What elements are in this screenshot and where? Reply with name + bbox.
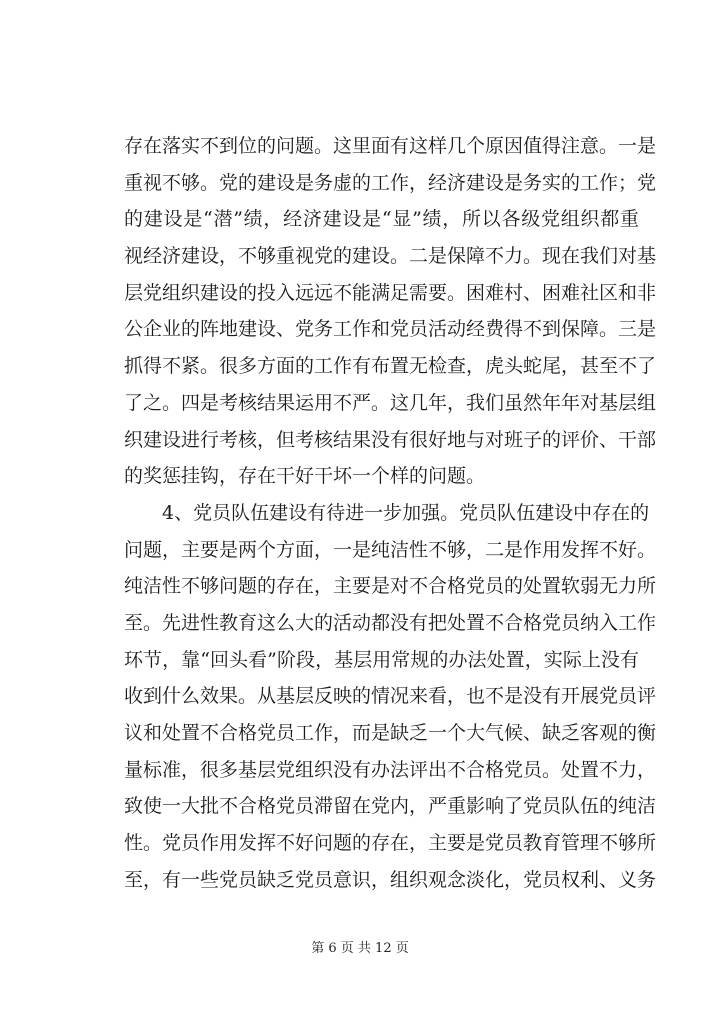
text-line: 了之。四是考核结果运用不严。这几年，我们虽然年年对基层组 xyxy=(124,391,657,414)
text-line: 收到什么效果。从基层反映的情况来看，也不是没有开展党员评 xyxy=(124,685,657,708)
text-line: 性。党员作用发挥不好问题的存在，主要是党员教育管理不够所 xyxy=(124,832,657,855)
text-line: 环节，靠“回头看”阶段，基层用常规的办法处置，实际上没有 xyxy=(124,648,639,671)
text-line: 层党组织建设的投入远远不能满足需要。困难村、困难社区和非 xyxy=(124,281,657,304)
text-line: 问题，主要是两个方面，一是纯洁性不够，二是作用发挥不好。 xyxy=(124,538,657,561)
text-line: 公企业的阵地建设、党务工作和党员活动经费得不到保障。三是 xyxy=(124,318,657,341)
text-line: 的奖惩挂钩，存在干好干坏一个样的问题。 xyxy=(124,465,486,488)
text-line: 织建设进行考核，但考核结果没有很好地与对班子的评价、干部 xyxy=(124,428,657,451)
text-line: 议和处置不合格党员工作，而是缺乏一个大气候、缺乏客观的衡 xyxy=(124,722,657,744)
text-line: 纯洁性不够问题的存在，主要是对不合格党员的处置软弱无力所 xyxy=(124,575,657,598)
body-text xyxy=(124,128,657,898)
text-line: 视经济建设，不够重视党的建设。二是保障不力。现在我们对基 xyxy=(124,245,657,268)
text-line: 抓得不紧。很多方面的工作有布置无检查，虎头蛇尾，甚至不了 xyxy=(124,355,657,378)
text-line: 存在落实不到位的问题。这里面有这样几个原因值得注意。一是 xyxy=(124,135,657,157)
page-number-footer: 第 6 页 共 12 页 xyxy=(311,941,409,956)
text-line: 重视不够。党的建设是务虚的工作，经济建设是务实的工作；党 xyxy=(124,171,657,194)
text-line: 至。先进性教育这么大的活动都没有把处置不合格党员纳入工作 xyxy=(124,611,657,634)
text-line: 至，有一些党员缺乏党员意识，组织观念淡化，党员权利、义务 xyxy=(124,868,657,891)
paragraph-start-line: 4、党员队伍建设有待进一步加强。党员队伍建设中存在的 xyxy=(162,501,650,524)
text-line: 的建设是“潜”绩，经济建设是“显”绩，所以各级党组织都重 xyxy=(124,208,639,231)
text-line: 致使一大批不合格党员滞留在党内，严重影响了党员队伍的纯洁 xyxy=(124,795,657,818)
text-line: 量标准，很多基层党组织没有办法评出不合格党员。处置不力， xyxy=(124,758,657,781)
